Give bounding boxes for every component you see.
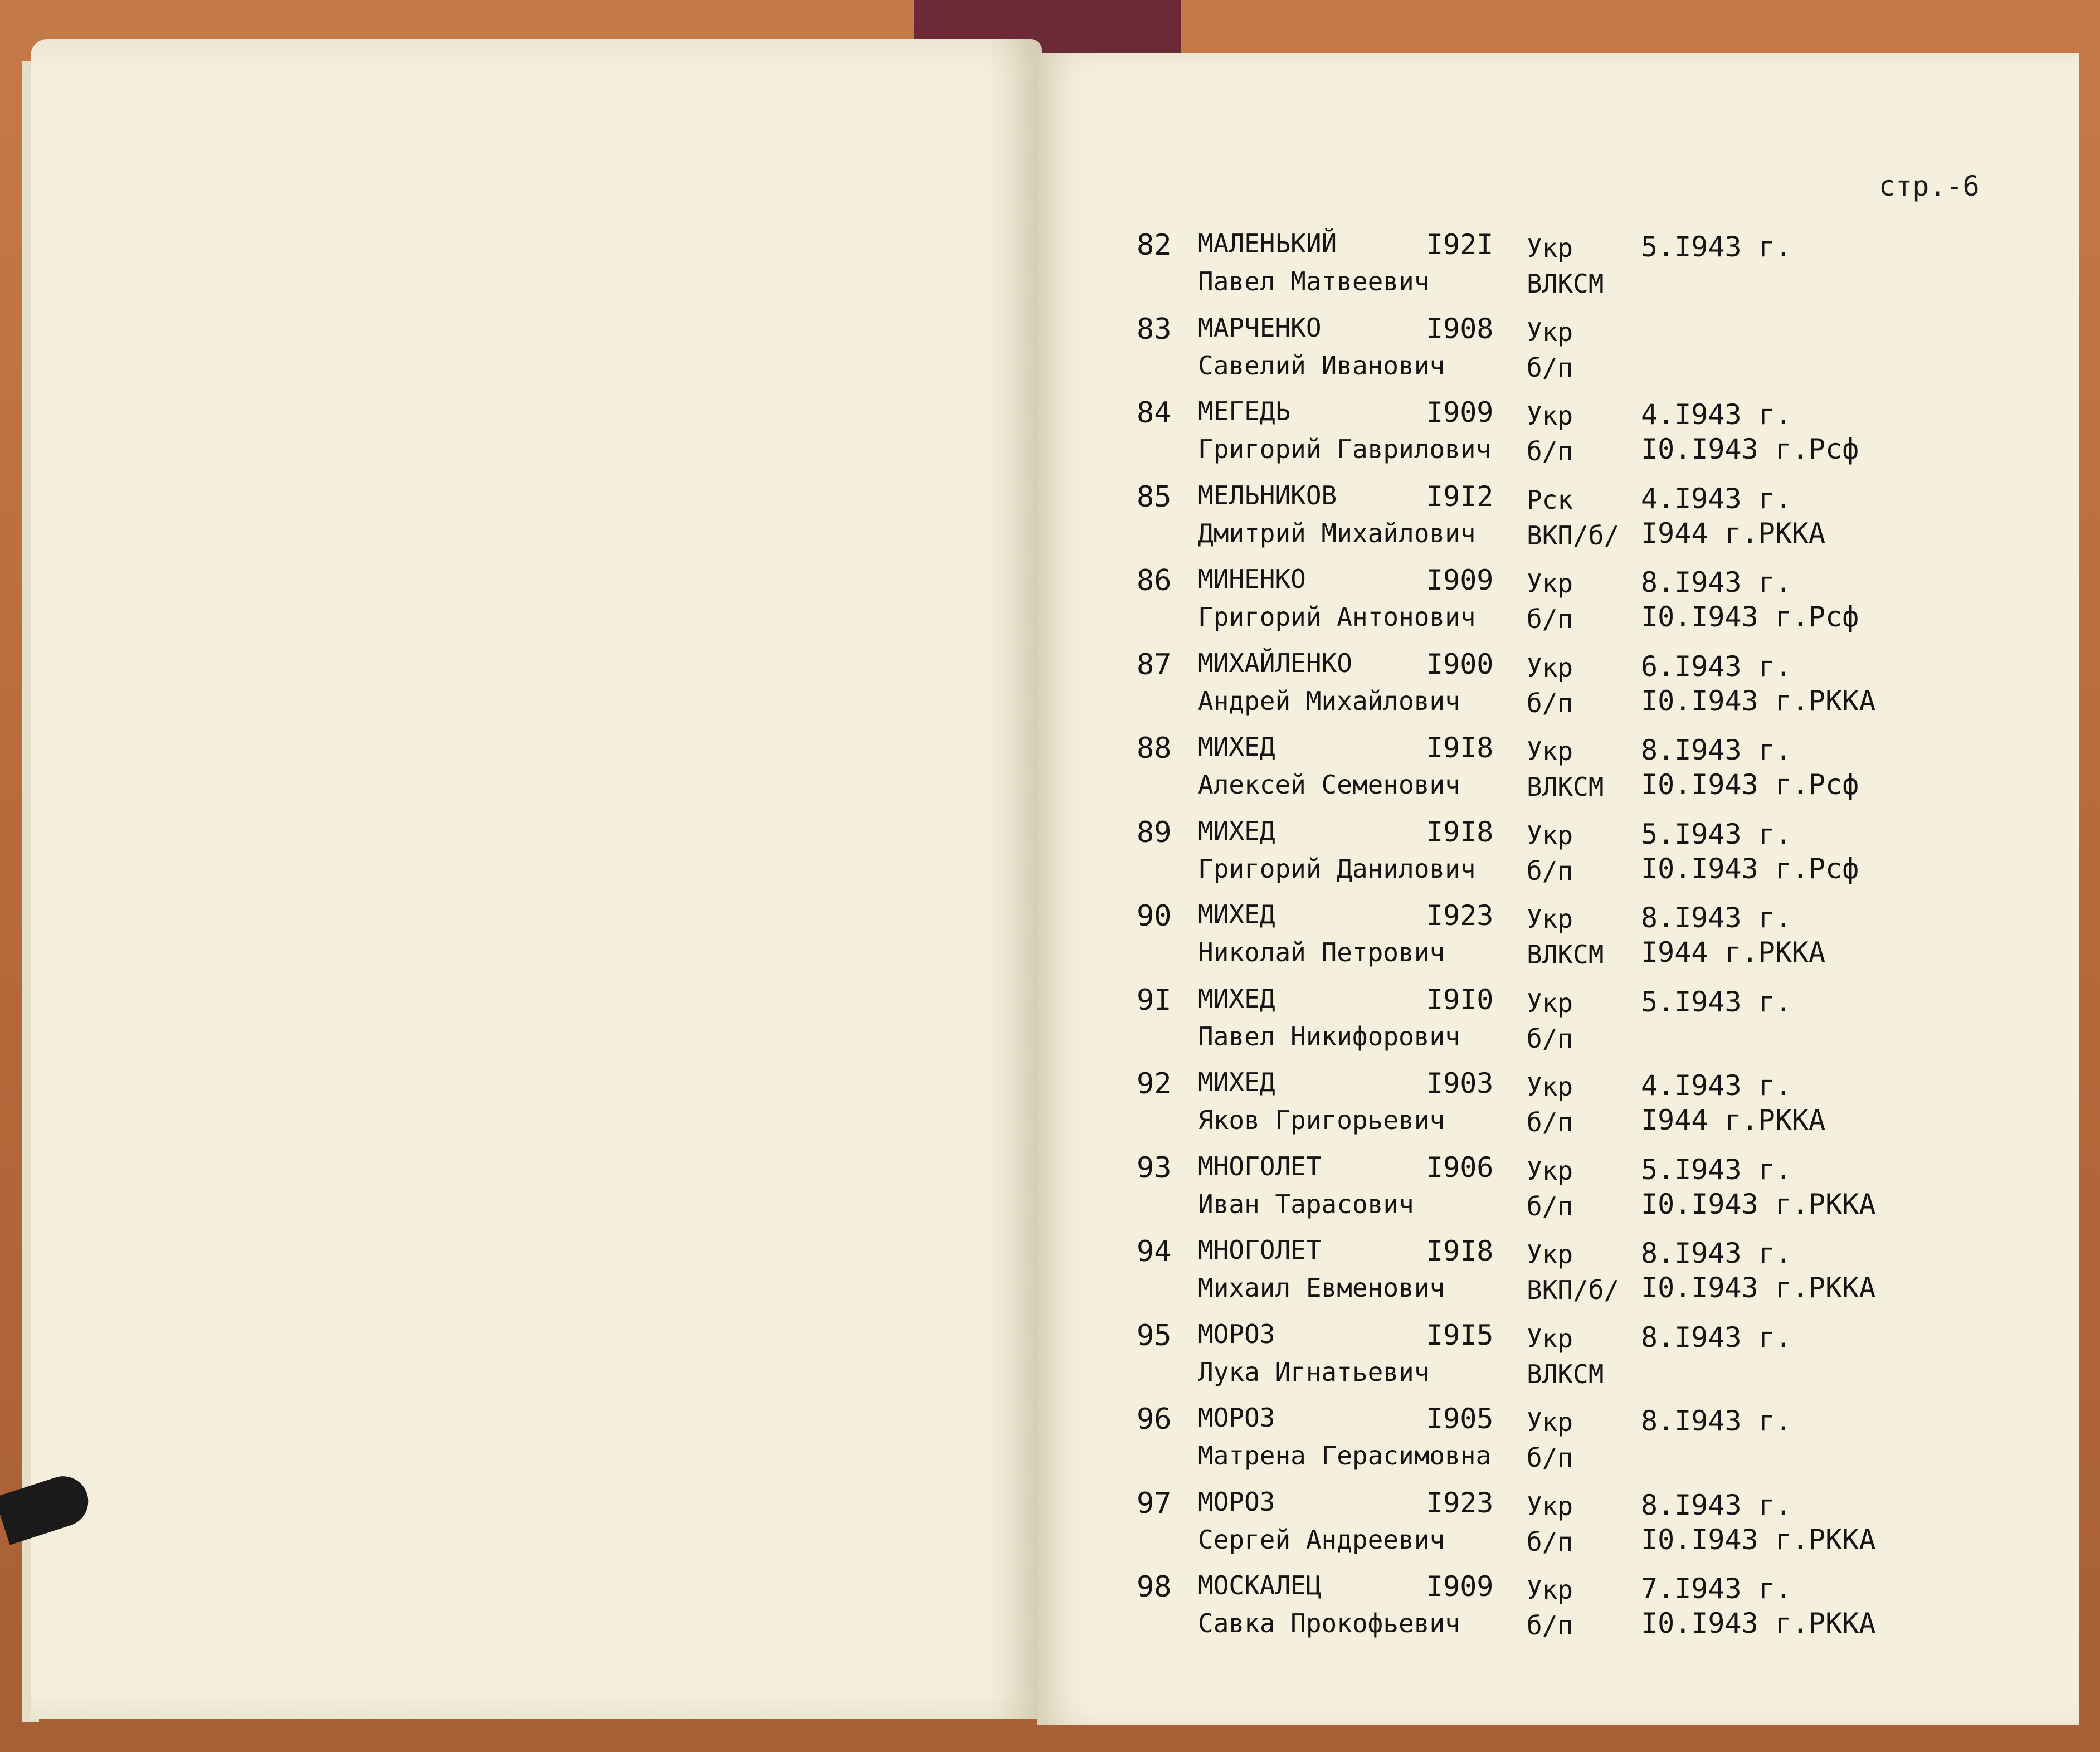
record-number: 84 [1137,396,1172,430]
record-birth-year: I9I8 [1426,1235,1494,1267]
list-item [1125,1146,1906,1230]
record-number: 98 [1137,1570,1172,1604]
record-surname: МИХЕД [1198,815,1275,846]
record-number: 87 [1137,648,1172,682]
list-item [1125,391,1906,475]
record-date-second: I0.I943 г.Рсф [1641,768,1859,801]
record-surname: МОРОЗ [1198,1486,1275,1517]
record-date-first: 7.I943 г. [1641,1573,1792,1605]
record-party: б/п [1527,855,1573,886]
record-given-name: Павел Никифорович [1198,1021,1460,1052]
record-surname: МОСКАЛЕЦ [1198,1570,1322,1600]
record-number: 90 [1137,899,1172,933]
record-date-second: I944 г.РККА [1641,936,1826,969]
list-item [1125,894,1906,978]
record-number: 95 [1137,1318,1172,1352]
record-surname: МИНЕНКО [1198,564,1306,594]
record-given-name: Савка Прокофьевич [1198,1608,1460,1638]
record-number: 93 [1137,1151,1172,1185]
record-birth-year: I908 [1426,312,1494,345]
list-item [1125,978,1906,1062]
record-date-first: 8.I943 г. [1641,1321,1792,1354]
record-date-first: 8.I943 г. [1641,1237,1792,1269]
record-number: 89 [1137,815,1172,849]
record-surname: МИХАЙЛЕНКО [1198,648,1352,678]
record-surname: МОРОЗ [1198,1318,1275,1349]
record-given-name: Павел Матвеевич [1198,266,1430,296]
record-party: б/п [1527,1023,1573,1054]
record-birth-year: I9I0 [1426,983,1494,1016]
record-number: 83 [1137,312,1172,346]
record-birth-year: I906 [1426,1151,1494,1184]
record-date-first: 8.I943 г. [1641,566,1792,598]
record-given-name: Григорий Гаврилович [1198,434,1492,464]
list-item [1125,810,1906,894]
record-number: 85 [1137,480,1172,514]
list-item [1125,558,1906,643]
record-birth-year: I92I [1426,228,1494,261]
list-item [1125,1565,1906,1649]
record-party: ВЛКСМ [1527,940,1604,970]
record-party: б/п [1527,1443,1573,1473]
record-date-first: 6.I943 г. [1641,650,1792,683]
record-nationality: Укр [1527,401,1573,431]
record-given-name: Яков Григорьевич [1198,1105,1445,1135]
record-date-first: 4.I943 г. [1641,398,1792,431]
left-page [31,39,1042,1719]
record-nationality: Укр [1527,652,1573,683]
record-number: 94 [1137,1235,1172,1268]
list-item [1125,1397,1906,1481]
record-birth-year: I9I8 [1426,732,1494,764]
record-date-second: I944 г.РККА [1641,1104,1826,1136]
record-nationality: Укр [1527,568,1573,598]
record-birth-year: I923 [1426,899,1494,932]
record-date-second: I0.I943 г.РККА [1641,1607,1876,1639]
record-birth-year: I909 [1426,564,1494,596]
record-given-name: Николай Петрович [1198,937,1445,967]
record-surname: МЕЛЬНИКОВ [1198,480,1337,510]
record-date-first: 8.I943 г. [1641,1488,1792,1521]
record-given-name: Савелий Иванович [1198,350,1445,381]
record-date-first: 5.I943 г. [1641,1153,1792,1186]
record-party: ВЛКСМ [1527,772,1604,802]
record-party: б/п [1527,436,1573,466]
record-number: 88 [1137,732,1172,765]
record-date-first: 4.I943 г. [1641,1069,1792,1102]
record-given-name: Дмитрий Михайлович [1198,518,1476,548]
record-nationality: Укр [1527,820,1573,850]
record-surname: МНОГОЛЕТ [1198,1151,1322,1181]
record-number: 96 [1137,1403,1172,1436]
record-date-first: 4.I943 г. [1641,482,1792,515]
record-party: б/п [1527,1526,1573,1557]
record-nationality: Укр [1527,1575,1573,1605]
record-date-first: 5.I943 г. [1641,985,1792,1018]
record-given-name: Андрей Михайлович [1198,685,1460,716]
record-surname: МИХЕД [1198,1067,1275,1097]
record-party: б/п [1527,604,1573,634]
record-surname: МАРЧЕНКО [1198,312,1322,343]
page-number: стр.-6 [1879,170,1980,202]
record-birth-year: I905 [1426,1403,1494,1435]
record-party: ВКП/б/ [1527,520,1620,551]
record-given-name: Григорий Антонович [1198,602,1476,632]
record-party: ВКП/б/ [1527,1275,1620,1305]
record-birth-year: I903 [1426,1067,1494,1099]
record-number: 82 [1137,228,1172,262]
list-item [1125,475,1906,559]
record-nationality: Укр [1527,233,1573,263]
record-nationality: Укр [1527,1072,1573,1102]
record-party: б/п [1527,688,1573,718]
record-nationality: Укр [1527,904,1573,934]
list-item [1125,307,1906,391]
record-party: б/п [1527,1610,1573,1641]
record-date-first: 8.I943 г. [1641,734,1792,766]
record-number: 97 [1137,1486,1172,1520]
list-item [1125,1062,1906,1146]
record-birth-year: I9I5 [1426,1318,1494,1351]
record-date-second: I0.I943 г.РККА [1641,1188,1876,1220]
record-nationality: Укр [1527,317,1573,347]
record-given-name: Лука Игнатьевич [1198,1356,1430,1387]
record-nationality: Рск [1527,484,1573,515]
record-birth-year: I9I2 [1426,480,1494,513]
record-birth-year: I900 [1426,648,1494,680]
record-date-second: I0.I943 г.Рсф [1641,433,1859,465]
record-date-second: I0.I943 г.Рсф [1641,852,1859,885]
record-date-first: 8.I943 г. [1641,902,1792,934]
record-date-second: I0.I943 г.Рсф [1641,601,1859,633]
record-party: ВЛКСМ [1527,1359,1604,1389]
record-party: б/п [1527,1107,1573,1137]
record-surname: МОРОЗ [1198,1403,1275,1433]
record-date-first: 5.I943 г. [1641,817,1792,850]
record-birth-year: I909 [1426,396,1494,429]
record-birth-year: I9I8 [1426,815,1494,848]
record-surname: МНОГОЛЕТ [1198,1235,1322,1265]
record-party: б/п [1527,352,1573,383]
record-surname: МАЛЕНЬКИЙ [1198,228,1337,259]
record-nationality: Укр [1527,1155,1573,1186]
record-date-second: I944 г.РККА [1641,517,1826,549]
record-nationality: Укр [1527,1239,1573,1269]
record-birth-year: I923 [1426,1486,1494,1519]
bleed-through-text [31,39,1042,1719]
record-given-name: Матрена Герасимовна [1198,1440,1492,1471]
record-surname: МИХЕД [1198,732,1275,762]
record-nationality: Укр [1527,987,1573,1018]
list-item [1125,1313,1906,1398]
record-list [1125,223,1906,1649]
record-date-second: I0.I943 г.РККА [1641,684,1876,717]
record-party: ВЛКСМ [1527,269,1604,299]
record-birth-year: I909 [1426,1570,1494,1603]
record-number: 86 [1137,564,1172,597]
record-given-name: Сергей Андреевич [1198,1524,1445,1555]
list-item [1125,1481,1906,1565]
record-nationality: Укр [1527,1491,1573,1521]
record-given-name: Алексей Семенович [1198,770,1460,800]
record-surname: МЕГЕДЬ [1198,396,1291,426]
record-given-name: Григорий Данилович [1198,853,1476,884]
record-number: 92 [1137,1067,1172,1101]
list-item [1125,726,1906,810]
record-given-name: Михаил Евменович [1198,1273,1445,1303]
record-surname: МИХЕД [1198,983,1275,1014]
record-nationality: Укр [1527,1407,1573,1437]
record-nationality: Укр [1527,736,1573,766]
list-item [1125,1229,1906,1313]
record-number: 9I [1137,983,1172,1017]
record-given-name: Иван Тарасович [1198,1189,1414,1219]
record-date-first: 5.I943 г. [1641,231,1792,263]
record-party: б/п [1527,1191,1573,1221]
record-surname: МИХЕД [1198,899,1275,929]
list-item [1125,643,1906,727]
list-item [1125,223,1906,307]
record-date-second: I0.I943 г.РККА [1641,1272,1876,1304]
record-date-first: 8.I943 г. [1641,1405,1792,1437]
record-date-second: I0.I943 г.РККА [1641,1523,1876,1556]
record-nationality: Укр [1527,1323,1573,1354]
